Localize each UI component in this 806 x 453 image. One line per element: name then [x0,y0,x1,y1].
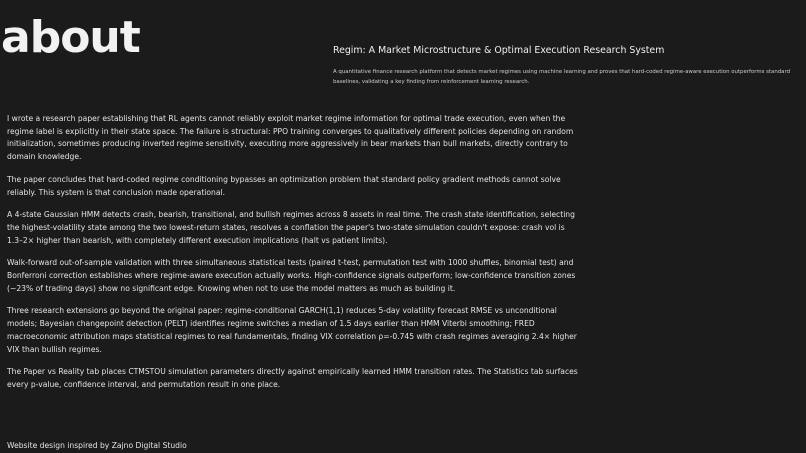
design-credit: Website design inspired by Zajno Digital Studio [7,441,187,450]
paragraph: I wrote a research paper establishing that RL agents cannot reliably exploit market regime information for optimal trade execution, even when the regime label is explicitly in their state space. The failure is structural: PPO training converges to qualitatively different policies depending on random initialization, sometimes producing inverted regime sensitivity, executing more aggressively in bear markets than bull markets, directly contrary to domain knowledge. [7,114,574,162]
project-description: A quantitative finance research platform that detects market regimes using machine learning and proves that hard-coded regime-aware execution outperforms standard baselines, validating a key finding from reinforcement learning research. [333,69,791,85]
page-heading: about [1,12,140,63]
paragraph: Three research extensions go beyond the original paper: regime-conditional GARCH(1,1) reduces 5-day volatility forecast RMSE vs unconditional models; Bayesian changepoint detection (PELT) identifies regime switches a median of 1.5 days earlier than HMM Viterbi smoothing; FRED macroeconomic attribution maps statistical regimes to real fundamentals, finding VIX correlation ρ=-0.745 with crash regimes averaging 2.4× higher VIX than bullish regimes. [7,306,577,354]
about-content [7,113,579,402]
paragraph: The paper concludes that hard-coded regime conditioning bypasses an optimization problem that standard policy gradient methods cannot solve reliably. This system is that conclusion made operational. [7,174,561,197]
paragraph: The Paper vs Reality tab places CTMSTOU simulation parameters directly against empirically learned HMM transition rates. The Statistics tab surfaces every p-value, confidence interval, and permutation result in one place. [7,367,578,389]
project-title: Regim: A Market Microstructure & Optimal Execution Research System [333,45,665,56]
paragraph: A 4-state Gaussian HMM detects crash, bearish, transitional, and bullish regimes across 8 assets in real time. The crash state identification, selecting the highest-volatility state among the two lowest-return states, resolves a conflation the paper's two-state simulation couldn't expose: crash vol is 1.3–2× higher than bearish, with completely different execution implications (halt vs patient limits). [7,210,575,245]
paragraph: Walk-forward out-of-sample validation with three simultaneous statistical tests (paired t-test, permutation test with 1000 shuffles, binomial test) and Bonferroni correction establishes where regime-aware execution actually works. High-confidence signals outperform; low-confidence transition zones (~23% of trading days) show no significant edge. Knowing when not to use the model matters as much as building it. [7,258,576,293]
